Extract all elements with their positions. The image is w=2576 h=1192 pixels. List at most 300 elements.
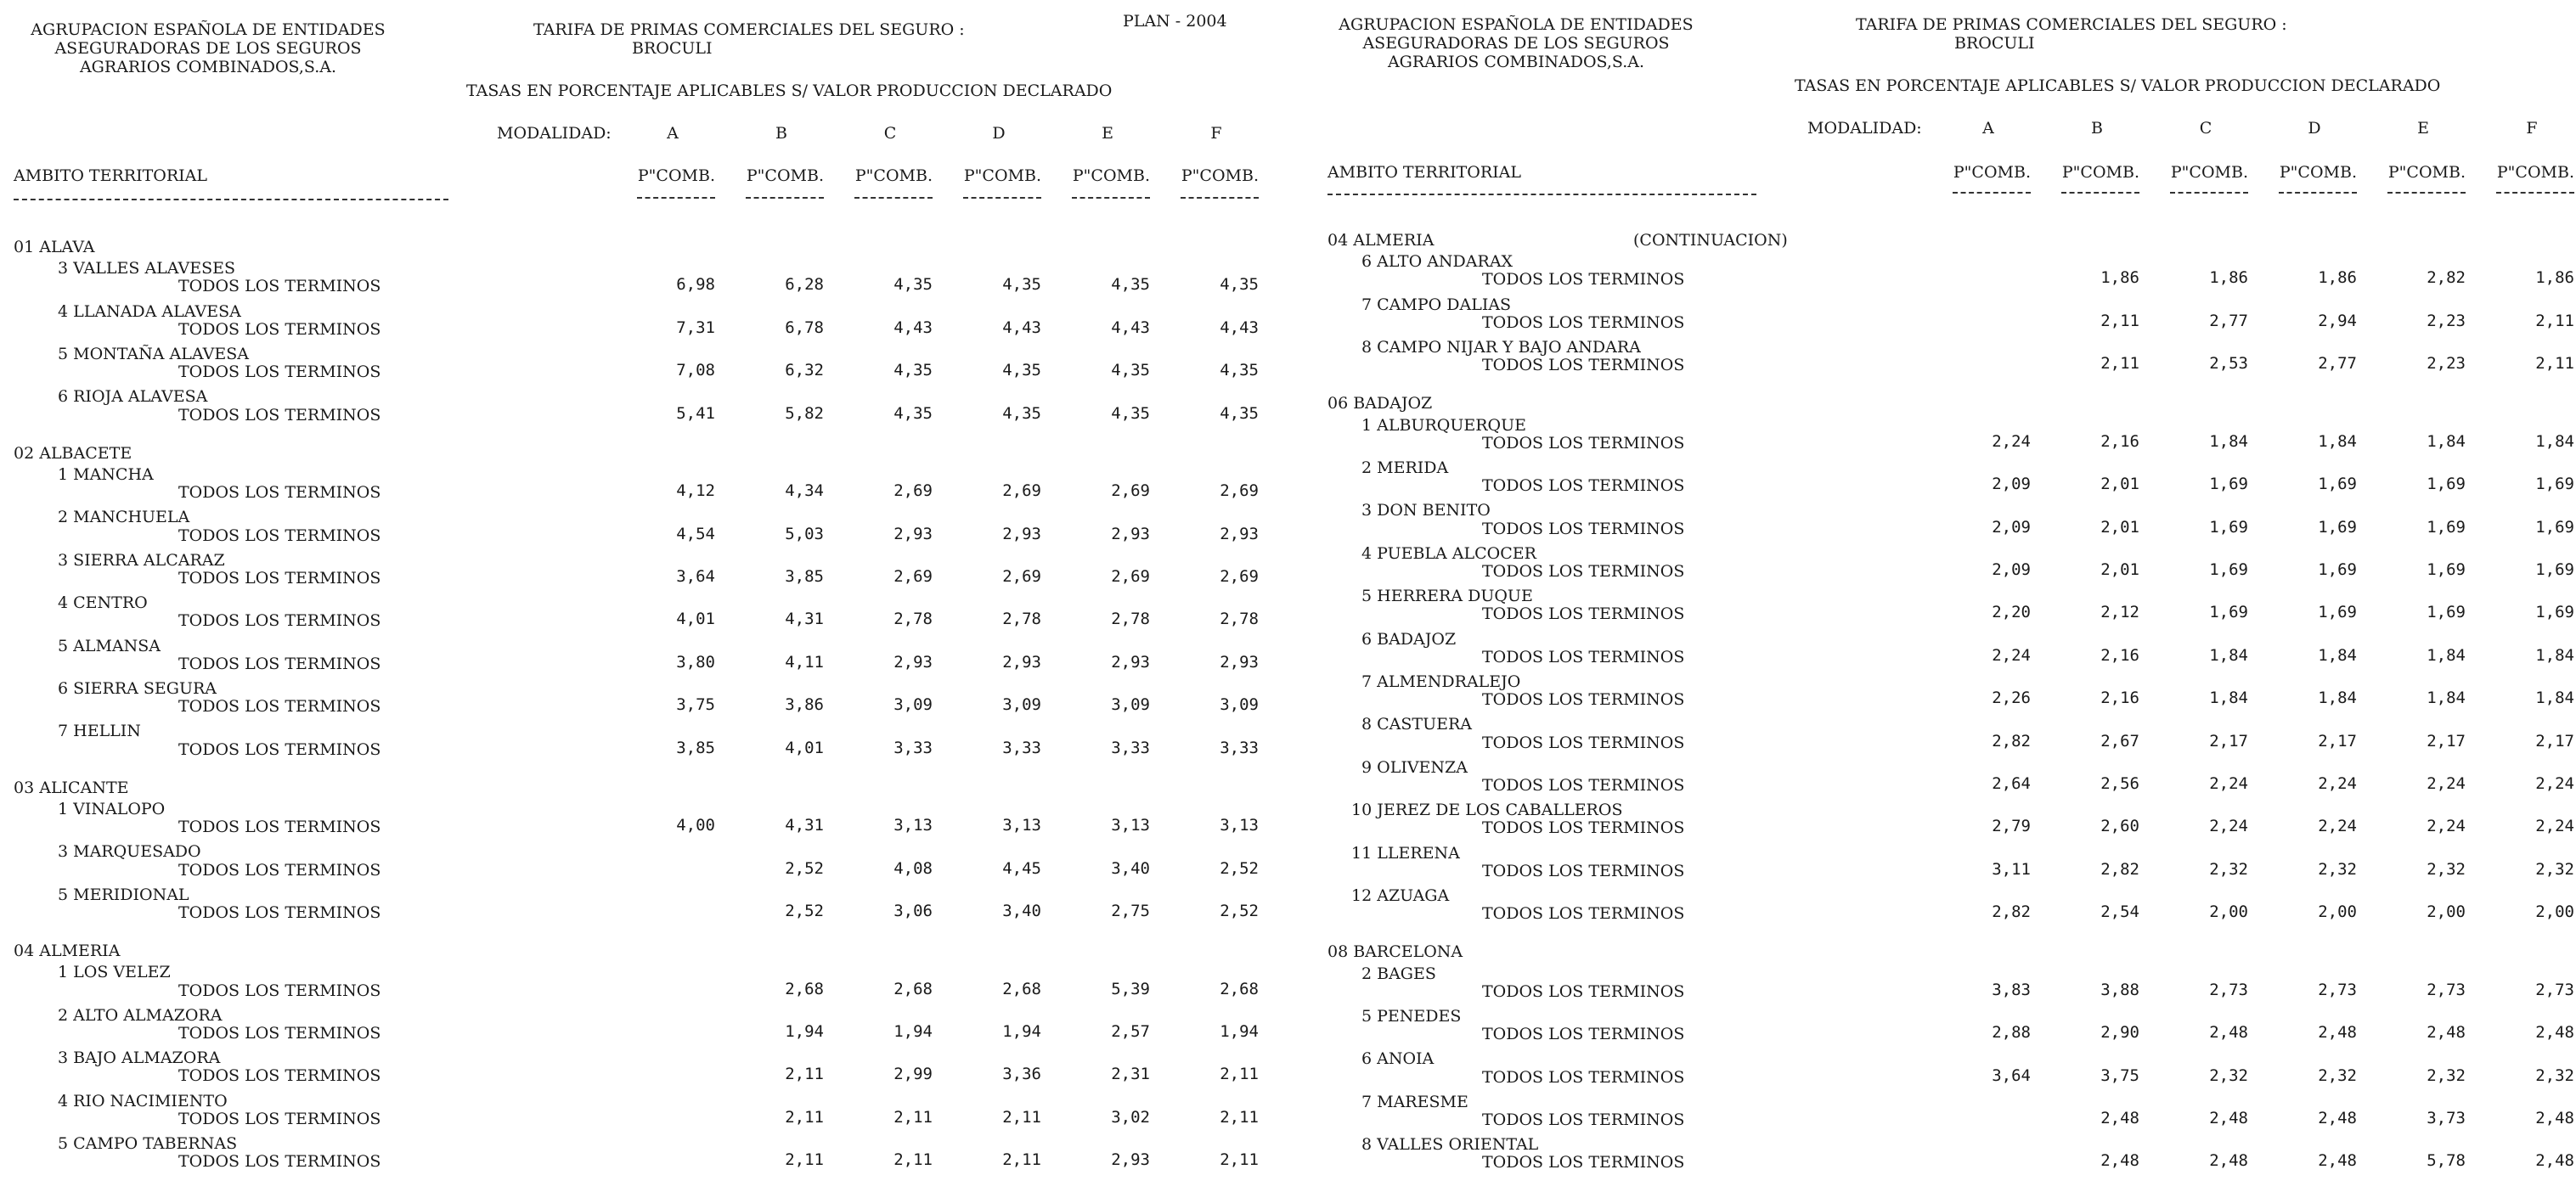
rate-cell-c: 3,33 [893, 738, 933, 757]
col-header-underline [2279, 192, 2357, 194]
rate-cell-e: 1,69 [2427, 517, 2466, 537]
rate-cell-b: 2,11 [785, 1065, 824, 1084]
rate-cell-f: 4,35 [1220, 361, 1259, 380]
rate-cell-d: 1,69 [2318, 560, 2357, 579]
rate-cell-a: 3,75 [676, 695, 715, 715]
rate-cell-e: 2,24 [2427, 774, 2466, 793]
term-label: TODOS LOS TERMINOS [1482, 733, 1685, 752]
rate-cell-e: 2,31 [1111, 1065, 1150, 1084]
rate-cell-d: 2,48 [2318, 1023, 2357, 1043]
rate-cell-f: 1,69 [2535, 475, 2574, 494]
term-label: TODOS LOS TERMINOS [178, 1109, 381, 1128]
rate-cell-b: 2,90 [2100, 1023, 2139, 1043]
rate-cell-a: 2,79 [1992, 817, 2031, 836]
comarca-name: 3 DON BENITO [1361, 501, 1491, 520]
comarca-name: 3 BAJO ALMAZORA [58, 1049, 221, 1068]
rate-cell-c: 1,84 [2209, 689, 2248, 708]
rate-cell-d: 1,84 [2318, 431, 2357, 451]
rate-cell-f: 1,69 [2535, 603, 2574, 622]
term-label: TODOS LOS TERMINOS [178, 1066, 381, 1086]
rate-cell-a: 5,41 [676, 403, 715, 423]
rate-cell-f: 1,84 [2535, 689, 2574, 708]
rate-cell-e: 2,23 [2427, 311, 2466, 330]
comarca-name: 3 VALLES ALAVESES [58, 259, 236, 278]
rate-cell-e: 2,69 [1111, 481, 1150, 501]
term-label: TODOS LOS TERMINOS [178, 526, 381, 545]
rate-cell-e: 3,02 [1111, 1107, 1150, 1127]
rate-cell-d: 2,00 [2318, 902, 2357, 922]
rate-cell-c: 2,93 [893, 524, 933, 543]
rate-cell-c: 4,35 [893, 403, 933, 423]
term-label: TODOS LOS TERMINOS [178, 569, 381, 588]
modalidad-a: A [1982, 119, 1994, 138]
comarca-name: 2 BAGES [1361, 964, 1436, 983]
rate-cell-a: 2,82 [1992, 902, 2031, 922]
rate-cell-c: 2,24 [2209, 774, 2248, 793]
comarca-name: 1 VINALOPO [58, 800, 166, 818]
rate-cell-f: 2,11 [1220, 1150, 1259, 1170]
rate-cell-e: 2,23 [2427, 354, 2466, 374]
comarca-name: 5 HERRERA DUQUE [1361, 587, 1533, 606]
rate-cell-b: 2,60 [2100, 817, 2139, 836]
rate-cell-b: 2,16 [2100, 645, 2139, 665]
rate-cell-b: 2,11 [2100, 311, 2139, 330]
rate-cell-e: 4,35 [1111, 275, 1150, 295]
rate-cell-e: 2,82 [2427, 268, 2466, 288]
rate-cell-d: 1,69 [2318, 603, 2357, 622]
rate-cell-e: 2,93 [1111, 1150, 1150, 1170]
rate-cell-e: 5,39 [1111, 979, 1150, 998]
term-label: TODOS LOS TERMINOS [1482, 519, 1685, 538]
rate-cell-e: 1,84 [2427, 689, 2466, 708]
rate-cell-c: 2,99 [893, 1065, 933, 1084]
comarca-name: 8 CASTUERA [1361, 715, 1472, 734]
rate-cell-f: 1,84 [2535, 645, 2574, 665]
comarca-name: 9 OLIVENZA [1361, 757, 1468, 777]
col-header-b: P"COMB. [746, 166, 824, 185]
rate-cell-b: 2,01 [2100, 517, 2139, 537]
term-label: TODOS LOS TERMINOS [1482, 1067, 1685, 1087]
modalidad-c: C [2199, 119, 2212, 138]
comarca-name: 2 MANCHUELA [58, 508, 190, 527]
modalidad-b: B [2091, 119, 2103, 138]
term-label: TODOS LOS TERMINOS [178, 1152, 381, 1172]
rate-cell-a: 3,80 [676, 652, 715, 672]
comarca-name: 6 BADAJOZ [1361, 629, 1457, 649]
rate-cell-d: 2,32 [2318, 1065, 2357, 1085]
rate-cell-a: 7,08 [676, 361, 715, 380]
modalidad-a: A [667, 124, 679, 143]
rate-cell-d: 1,94 [1002, 1022, 1041, 1041]
comarca-name: 1 ALBURQUERQUE [1361, 415, 1526, 435]
term-label: TODOS LOS TERMINOS [1482, 476, 1685, 496]
org-line-3: AGRARIOS COMBINADOS,S.A. [79, 58, 337, 76]
rate-cell-b: 3,75 [2100, 1065, 2139, 1085]
rate-cell-d: 2,48 [2318, 1109, 2357, 1127]
col-header-e: P"COMB. [1072, 166, 1150, 185]
rate-cell-b: 2,52 [785, 902, 824, 920]
col-header-a: P"COMB. [1953, 163, 2031, 182]
rate-cell-c: 2,11 [893, 1107, 933, 1127]
rate-cell-e: 4,43 [1111, 318, 1150, 337]
rate-cell-b: 4,31 [785, 816, 824, 835]
comarca-name: 6 RIOJA ALAVESA [58, 387, 208, 407]
rate-cell-b: 2,52 [785, 858, 824, 878]
col-header-d: P"COMB. [963, 166, 1041, 185]
province-heading: 02 ALBACETE [14, 443, 132, 463]
rate-cell-f: 2,52 [1220, 858, 1259, 878]
rate-cell-c: 4,43 [893, 318, 933, 337]
rate-cell-f: 1,69 [2535, 517, 2574, 537]
page-title: TARIFA DE PRIMAS COMERCIALES DEL SEGURO : [533, 20, 965, 39]
term-label: TODOS LOS TERMINOS [1482, 604, 1685, 624]
comarca-name: 5 CAMPO TABERNAS [58, 1134, 238, 1153]
rate-cell-c: 2,32 [2209, 1065, 2248, 1085]
col-header-c: P"COMB. [2170, 163, 2248, 182]
comarca-name: 8 CAMPO NIJAR Y BAJO ANDARA [1361, 338, 1641, 357]
rate-cell-c: 2,68 [893, 979, 933, 998]
comarca-name: 2 ALTO ALMAZORA [58, 1005, 223, 1025]
rate-cell-a: 2,24 [1992, 431, 2031, 451]
rate-cell-f: 3,13 [1220, 816, 1259, 835]
modalidad-label: MODALIDAD: [1807, 119, 1922, 138]
col-header-underline [746, 197, 824, 199]
rate-cell-e: 2,32 [2427, 1065, 2466, 1085]
comarca-name: 4 CENTRO [58, 593, 148, 613]
rate-cell-b: 4,11 [785, 652, 824, 672]
rate-cell-b: 1,94 [785, 1022, 824, 1041]
rate-cell-d: 3,36 [1002, 1065, 1041, 1084]
rate-cell-b: 2,11 [785, 1150, 824, 1170]
rate-cell-f: 3,09 [1220, 695, 1259, 715]
rate-cell-e: 1,69 [2427, 475, 2466, 494]
rate-cell-c: 1,84 [2209, 645, 2248, 665]
term-label: TODOS LOS TERMINOS [178, 611, 381, 631]
rate-cell-e: 2,17 [2427, 731, 2466, 751]
col-header-underline [854, 197, 933, 199]
rate-cell-d: 2,24 [2318, 817, 2357, 836]
rate-cell-b: 2,16 [2100, 689, 2139, 708]
col-header-underline [963, 197, 1041, 199]
rate-cell-d: 4,43 [1002, 318, 1041, 337]
term-label: TODOS LOS TERMINOS [1482, 562, 1685, 581]
rate-cell-d: 2,73 [2318, 980, 2357, 999]
rate-cell-e: 4,35 [1111, 403, 1150, 423]
rate-cell-f: 2,32 [2535, 1065, 2574, 1085]
comarca-name: 6 ALTO ANDARAX [1361, 252, 1513, 272]
comarca-name: 1 LOS VELEZ [58, 963, 171, 982]
rate-cell-b: 3,85 [785, 567, 824, 586]
org-line-1: AGRUPACION ESPAÑOLA DE ENTIDADES [1339, 15, 1694, 34]
comarca-name: 6 SIERRA SEGURA [58, 679, 217, 698]
term-label: TODOS LOS TERMINOS [1482, 312, 1685, 332]
rate-cell-f: 2,24 [2535, 774, 2574, 793]
rate-cell-a: 2,09 [1992, 475, 2031, 494]
term-label: TODOS LOS TERMINOS [178, 483, 381, 503]
subtitle: TASAS EN PORCENTAJE APLICABLES S/ VALOR PRODUCCION DECLARADO [466, 82, 1113, 100]
rate-cell-c: 2,48 [2209, 1151, 2248, 1171]
rate-cell-a: 3,85 [676, 738, 715, 757]
comarca-name: 7 MARESME [1361, 1092, 1468, 1111]
rate-cell-e: 2,48 [2427, 1023, 2466, 1043]
rate-cell-f: 2,93 [1220, 652, 1259, 672]
modalidad-c: C [883, 124, 897, 143]
col-header-a: P"COMB. [637, 166, 715, 185]
rate-cell-e: 5,78 [2427, 1151, 2466, 1171]
col-header-underline [2387, 192, 2466, 194]
province-heading: 08 BARCELONA [1327, 942, 1463, 962]
rate-cell-a: 2,09 [1992, 560, 2031, 579]
rate-cell-e: 2,75 [1111, 902, 1150, 920]
rate-cell-a: 4,00 [676, 816, 715, 835]
rate-cell-c: 1,84 [2209, 431, 2248, 451]
rate-cell-a: 3,11 [1992, 859, 2031, 879]
province-heading: 04 ALMERIA [1327, 231, 1435, 250]
rate-cell-a: 2,82 [1992, 731, 2031, 751]
rate-cell-c: 2,11 [893, 1150, 933, 1170]
rate-cell-a: 2,64 [1992, 774, 2031, 793]
rate-cell-c: 1,69 [2209, 475, 2248, 494]
rate-cell-e: 1,69 [2427, 603, 2466, 622]
rate-cell-a: 4,12 [676, 481, 715, 501]
rate-cell-c: 2,77 [2209, 311, 2248, 330]
continuation-note: (CONTINUACION) [1633, 231, 1788, 250]
term-label: TODOS LOS TERMINOS [1482, 861, 1685, 880]
rate-cell-c: 1,69 [2209, 603, 2248, 622]
modalidad-d: D [2308, 119, 2321, 138]
comarca-name: 10 JEREZ DE LOS CABALLEROS [1351, 801, 1623, 820]
org-line-3: AGRARIOS COMBINADOS,S.A. [1387, 53, 1645, 71]
org-line-2: ASEGURADORAS DE LOS SEGUROS [54, 39, 362, 58]
rate-cell-a: 2,24 [1992, 645, 2031, 665]
term-label: TODOS LOS TERMINOS [178, 981, 381, 1000]
modalidad-f: F [2526, 119, 2538, 138]
rate-cell-b: 6,28 [785, 275, 824, 295]
rate-cell-c: 2,48 [2209, 1023, 2248, 1043]
comarca-name: 6 ANOIA [1361, 1049, 1435, 1069]
rate-cell-a: 7,31 [676, 318, 715, 337]
rate-cell-d: 2,94 [2318, 311, 2357, 330]
modalidad-b: B [775, 124, 787, 143]
term-label: TODOS LOS TERMINOS [1482, 1110, 1685, 1129]
rate-cell-f: 2,68 [1220, 979, 1259, 998]
rate-cell-d: 2,77 [2318, 354, 2357, 374]
rate-cell-e: 3,09 [1111, 695, 1150, 715]
comarca-name: 8 VALLES ORIENTAL [1361, 1135, 1539, 1155]
col-header-d: P"COMB. [2279, 163, 2357, 182]
rate-cell-f: 1,84 [2535, 431, 2574, 451]
rate-cell-a: 2,20 [1992, 603, 2031, 622]
rate-cell-c: 4,35 [893, 361, 933, 380]
comarca-name: 4 PUEBLA ALCOCER [1361, 543, 1536, 563]
term-label: TODOS LOS TERMINOS [178, 697, 381, 717]
comarca-name: 5 MERIDIONAL [58, 885, 189, 904]
term-label: TODOS LOS TERMINOS [178, 319, 381, 339]
term-label: TODOS LOS TERMINOS [1482, 270, 1685, 290]
rate-cell-c: 1,86 [2209, 268, 2248, 288]
rate-cell-b: 2,67 [2100, 731, 2139, 751]
term-label: TODOS LOS TERMINOS [178, 654, 381, 673]
modalidad-label: MODALIDAD: [497, 124, 612, 143]
rate-cell-d: 1,84 [2318, 645, 2357, 665]
col-header-underline [1181, 197, 1259, 199]
term-label: TODOS LOS TERMINOS [178, 818, 381, 837]
rate-cell-e: 1,69 [2427, 560, 2466, 579]
rate-cell-c: 4,35 [893, 275, 933, 295]
rate-cell-d: 4,35 [1002, 275, 1041, 295]
province-heading: 06 BADAJOZ [1327, 394, 1433, 413]
term-label: TODOS LOS TERMINOS [178, 903, 381, 922]
col-header-underline [1953, 192, 2031, 194]
rate-cell-d: 2,69 [1002, 481, 1041, 501]
rate-cell-f: 2,48 [2535, 1023, 2574, 1043]
rate-cell-c: 2,00 [2209, 902, 2248, 922]
rate-cell-e: 2,93 [1111, 652, 1150, 672]
term-label: TODOS LOS TERMINOS [1482, 647, 1685, 666]
page-title: TARIFA DE PRIMAS COMERCIALES DEL SEGURO : [1856, 15, 2287, 34]
rate-cell-a: 2,88 [1992, 1023, 2031, 1043]
rate-cell-e: 2,78 [1111, 610, 1150, 629]
comarca-name: 5 PENEDES [1361, 1007, 1462, 1026]
rate-cell-f: 2,48 [2535, 1109, 2574, 1127]
comarca-name: 4 LLANADA ALAVESA [58, 301, 241, 321]
rate-cell-d: 2,11 [1002, 1107, 1041, 1127]
comarca-name: 12 AZUAGA [1351, 886, 1450, 905]
rate-cell-c: 2,53 [2209, 354, 2248, 374]
modalidad-e: E [2417, 119, 2429, 138]
rate-cell-e: 3,40 [1111, 858, 1150, 878]
rate-cell-b: 4,34 [785, 481, 824, 501]
rate-cell-f: 2,52 [1220, 902, 1259, 920]
comarca-name: 5 ALMANSA [58, 636, 161, 655]
rate-cell-d: 3,13 [1002, 816, 1041, 835]
rate-cell-e: 2,00 [2427, 902, 2466, 922]
rate-cell-a: 3,64 [676, 567, 715, 586]
rate-cell-b: 6,78 [785, 318, 824, 337]
rate-cell-c: 2,48 [2209, 1109, 2248, 1127]
rate-cell-b: 2,82 [2100, 859, 2139, 879]
rate-cell-c: 2,69 [893, 481, 933, 501]
term-label: TODOS LOS TERMINOS [178, 277, 381, 296]
rate-cell-d: 4,35 [1002, 403, 1041, 423]
rate-cell-f: 1,86 [2535, 268, 2574, 288]
rate-cell-d: 2,11 [1002, 1150, 1041, 1170]
rate-cell-a: 3,83 [1992, 980, 2031, 999]
rate-cell-f: 2,69 [1220, 481, 1259, 501]
term-label: TODOS LOS TERMINOS [1482, 1025, 1685, 1044]
term-label: TODOS LOS TERMINOS [1482, 818, 1685, 838]
rate-cell-e: 1,84 [2427, 645, 2466, 665]
left-page [0, 0, 1265, 1192]
rate-cell-c: 2,73 [2209, 980, 2248, 999]
rate-cell-f: 2,11 [2535, 311, 2574, 330]
rate-cell-b: 2,12 [2100, 603, 2139, 622]
rate-cell-d: 1,69 [2318, 475, 2357, 494]
rate-cell-e: 2,93 [1111, 524, 1150, 543]
rate-cell-f: 2,32 [2535, 859, 2574, 879]
rate-cell-c: 1,69 [2209, 517, 2248, 537]
rate-cell-b: 2,54 [2100, 902, 2139, 922]
rate-cell-b: 2,68 [785, 979, 824, 998]
rate-cell-f: 2,93 [1220, 524, 1259, 543]
rate-cell-d: 2,78 [1002, 610, 1041, 629]
rate-cell-d: 1,84 [2318, 689, 2357, 708]
rate-cell-f: 2,78 [1220, 610, 1259, 629]
rate-cell-c: 2,93 [893, 652, 933, 672]
rate-cell-e: 2,57 [1111, 1022, 1150, 1041]
rate-cell-b: 1,86 [2100, 268, 2139, 288]
rate-cell-d: 3,40 [1002, 902, 1041, 920]
comarca-name: 7 CAMPO DALIAS [1361, 295, 1512, 314]
rate-cell-e: 2,73 [2427, 980, 2466, 999]
rate-cell-c: 3,06 [893, 902, 933, 920]
province-heading: 01 ALAVA [14, 238, 95, 256]
rate-cell-b: 4,31 [785, 610, 824, 629]
rate-cell-b: 2,16 [2100, 431, 2139, 451]
rate-cell-d: 2,48 [2318, 1151, 2357, 1171]
rate-cell-d: 4,45 [1002, 858, 1041, 878]
col-header-underline [1072, 197, 1150, 199]
rate-cell-e: 3,73 [2427, 1109, 2466, 1127]
rate-cell-e: 3,33 [1111, 738, 1150, 757]
rate-cell-c: 2,78 [893, 610, 933, 629]
rate-cell-a: 4,01 [676, 610, 715, 629]
rate-cell-d: 1,86 [2318, 268, 2357, 288]
term-label: TODOS LOS TERMINOS [178, 860, 381, 880]
rate-cell-b: 4,01 [785, 738, 824, 757]
comarca-name: 7 ALMENDRALEJO [1361, 672, 1521, 691]
comarca-name: 4 RIO NACIMIENTO [58, 1091, 228, 1110]
ambito-underline [14, 199, 448, 200]
plan-label: PLAN - 2004 [1123, 12, 1227, 31]
col-header-underline [2170, 192, 2248, 194]
rate-cell-c: 4,08 [893, 858, 933, 878]
rate-cell-c: 3,13 [893, 816, 933, 835]
province-heading: 04 ALMERIA [14, 942, 121, 961]
rate-cell-c: 2,24 [2209, 817, 2248, 836]
org-line-2: ASEGURADORAS DE LOS SEGUROS [1362, 34, 1670, 53]
rate-cell-d: 2,24 [2318, 774, 2357, 793]
term-label: TODOS LOS TERMINOS [1482, 904, 1685, 924]
rate-cell-f: 2,11 [2535, 354, 2574, 374]
rate-cell-f: 1,94 [1220, 1022, 1259, 1041]
rate-cell-b: 2,11 [785, 1107, 824, 1127]
ambito-underline [1327, 194, 1756, 195]
rate-cell-e: 2,24 [2427, 817, 2466, 836]
province-heading: 03 ALICANTE [14, 778, 129, 797]
rate-cell-f: 2,17 [2535, 731, 2574, 751]
crop-name: BROCULI [632, 39, 713, 58]
rate-cell-e: 1,84 [2427, 431, 2466, 451]
rate-cell-e: 2,69 [1111, 567, 1150, 586]
term-label: TODOS LOS TERMINOS [1482, 690, 1685, 710]
rate-cell-f: 1,69 [2535, 560, 2574, 579]
term-label: TODOS LOS TERMINOS [178, 1024, 381, 1043]
rate-cell-d: 2,93 [1002, 652, 1041, 672]
modalidad-f: F [1210, 124, 1222, 143]
term-label: TODOS LOS TERMINOS [178, 405, 381, 425]
rate-cell-f: 2,11 [1220, 1065, 1259, 1084]
rate-cell-b: 2,11 [2100, 354, 2139, 374]
col-header-underline [2061, 192, 2139, 194]
modalidad-e: E [1102, 124, 1113, 143]
term-label: TODOS LOS TERMINOS [1482, 981, 1685, 1001]
rate-cell-a: 4,54 [676, 524, 715, 543]
rate-cell-f: 2,69 [1220, 567, 1259, 586]
term-label: TODOS LOS TERMINOS [1482, 1153, 1685, 1172]
rate-cell-d: 3,09 [1002, 695, 1041, 715]
comarca-name: 3 MARQUESADO [58, 842, 201, 862]
